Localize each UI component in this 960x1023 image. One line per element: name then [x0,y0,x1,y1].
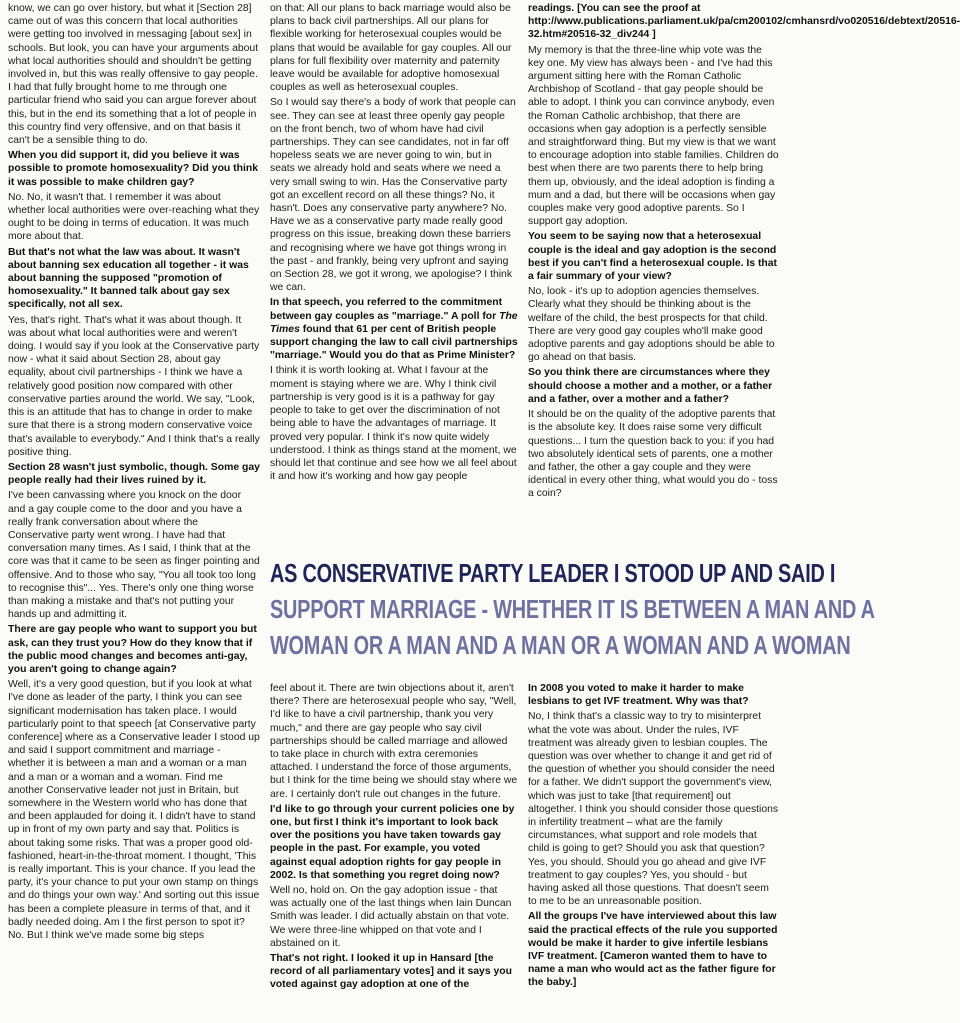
interview-question: I'd like to go through your current policies one by one, but first I think it's important to look back over the positions you have taken towards gay people in the past. For example, you voted against equal adoption rights for gay people in 2002. Is that something you regret doing now? [270,803,515,881]
interview-question: So you think there are circumstances where they should choose a mother and a mother, or a father and a father, over a mother and a father? [528,367,773,405]
interview-question: You seem to be saying now that a heterosexual couple is the ideal and gay adoption is the second best if you can't find a heterosexual couple. Is that a fair summary of your view? [528,231,778,283]
interview-answer: Well no, hold on. On the gay adoption issue - that was actually one of the last things when Iain Duncan Smith was leader. I did actually abstain on that vote. We were three-line whipped on that vote and I abstained on it. [270,885,512,949]
article-column-5 [528,682,780,1022]
article-column-4 [270,682,518,1022]
interview-answer: feel about it. There are twin objections about it, aren't there? There are heterosexual people who say, "Well, I'd like to have a civil partnership, thank you very much," and there are gay people who say civil partnerships should be called marriage and allowed to take place in church with extra ceremonies attached. I understand the force of those arguments, but I think for the time being we should stay where we are. I certainly don't rule out changes in the future. [270,683,518,800]
interview-answer: It should be on the quality of the adoptive parents that is the absolute key. It does raise some very difficult questions... I turn the question back to you: if you had two absolutely identical sets of parents, one a mother and father, the other a gay couple and they were identical in every other thing, what would you do - toss a coin? [528,409,778,500]
interview-question: All the groups I've have interviewed about this law said the practical effects of the rule you supported would be make it harder to give infertile lesbians IVF treatment. [Cameron wanted them to have to name a man who would act as the father figure for the baby.] [528,911,778,989]
interview-answer: I've been canvassing where you knock on the door and a gay couple come to the door and you have a really frank conversation about where the Conservative party went wrong. I have had that conversation many times. As I said, I think that at the core was that it came to be seen as finger pointing and offensive. And to those who say, "You all took too long to recognise this"... Yes. There's only one thing worse than making a mistake and that's not putting your hands up and admitting it. [8,490,260,621]
interview-answer: I think it is worth looking at. What I favour at the moment is staying where we are. Why I think civil partnership is very good is it is a pathway for gay people to take to get over the discrimination of not being able to have the advantages of marriage. It proved very popular. I think it's now quite widely understood. I think as things stand at the moment, we should let that continue and see how we all feel about it and how it's working and how gay people [270,365,517,483]
interview-answer: No, look - it's up to adoption agencies themselves. Clearly what they should be thinking about is the welfare of the child, the best prospects for that child. There are very good gay couples who'll make good adoptive parents and gay adoptions should be able to go ahead on that basis. [528,286,775,364]
interview-answer: So I would say there's a body of work that people can see. They can see at least three openly gay people on the front bench, two of whom have had civil partnerships. They can see candidates, not in far off hopeless seats we are never going to win, but in seats we already hold and seats where we need a very small swing to win. Has the Conservative party got an excellent record on all these things? No, it hasn't. Does any conservative party anywhere? No. Have we as a conservative party made really good progress on this issue, breaking down these barriers and recognising where we have got things wrong in the past - and frankly, being very upfront and saying on Section 28, we got it wrong, we apologise? I think we can. [270,97,516,294]
pull-quote-line-3: WOMAN OR A MAN AND A MAN OR A WOMAN AND A WOMAN [270,632,851,660]
pull-quote-line-2: SUPPORT MARRIAGE - WHETHER IT IS BETWEEN A MAN AND A [270,596,875,624]
pull-quote-line-1: AS CONSERVATIVE PARTY LEADER I STOOD UP AND SAID I [270,560,836,588]
interview-question: In 2008 you voted to make it harder to make lesbians to get IVF treatment. Why was that? [528,683,749,708]
article-column-2 [270,2,518,542]
article-column-3 [528,2,960,542]
interview-question: That's not right. I looked it up in Hansard [the record of all parliamentary votes] and it says you voted against gay adoption at one of the [270,953,512,991]
interview-answer: on that: All our plans to back marriage would also be plans to back civil partnerships. All our plans for flexible working for heterosexual couples would be plans that would be available for gay couples. All our plans for full flexibility over maternity and paternity leave would be available for adoptive homosexual couples as well as heterosexual couples. [270,3,512,94]
interview-answer: Yes, that's right. That's what it was about though. It was about what local authorities were and weren't doing. I would say if you look at the Conservative party now - what it said about Section 28, about gay equality, about civil partnerships - I think we have a relatively good position now compared with other conservative parties around the world. We say, "Look, this is an attitude that has to change in order to make sure that there is a strong modern conservative voice that's available to everybody." And I think that's a really positive thing. [8,314,260,458]
pull-quote [270,556,875,674]
interview-question: readings. [You can see the proof at http://www.publications.parliament.uk/pa/cm200102/cmhansrd/vo020516/debtext/20516-32.htm#20516-32_div244 ] [528,3,960,41]
interview-answer: Well, it's a very good question, but if you look at what I've done as leader of the party, I think you can see significant modernisation has taken place. I would particularly point to that speech [at Conservative party conference] where as a Conservative leader I stood up and said I support commitment and marriage - whether it is between a man and a woman or a man and a man or a woman and a woman. Find me another Conservative leader not just in Britain, but somewhere in the Western world who has done that and been applauded for doing it. I didn't have to stand up in front of my own party and say that. Politics is about taking some risks. That was a proper good old-fashioned, heart-in-the-throat moment. I thought, 'This is really important. This is your chance. If you lead the party, it's your chance to put your own stamp on things and do things your own way.' And sorting out this issue has been a complete pleasure in terms of that, and it badly needed doing. Am I the first person to spot it? No. But I think we've made some big steps [8,679,260,942]
article-column-1 [8,2,260,1021]
interview-question: When you did support it, did you believe it was possible to promote homosexuality? Did you think it was possible to make children gay? [8,150,258,188]
interview-answer: My memory is that the three-line whip vote was the key one. My view has always been - and I've had this argument sitting here with the Roman Catholic Archbishop of Scotland - that gay people should be able to adopt. I think you can convince anybody, even the Roman Catholic archbishop, that there are occasions when gay adoption is a perfectly sensible and straightforward thing. But my view is that we want to encourage adoption into stable families. Children do best when there are two parents there to help bring them up, obviously, and the ideal adoption is finding a mum and a dad, but there will be occasions when gay couples make very good adoptive parents. So I support gay adoption. [528,44,779,228]
interview-answer: No, I think that's a classic way to try to misinterpret what the vote was about. Under the rules, IVF treatment was already given to lesbian couples. The question was over whether to change it and get rid of the question of whether you should consider the need for a father. We didn't support the government's view, which was just to take [that requirement] out altogether. I think you should consider those questions in infertility treatment – what are the family circumstances, what support and role models that child is going to get? Should you ask that question? Yes, you should. Should you go ahead and give IVF treatment to gay couples? Yes, you should - but having asked all those questions. That doesn't seem to me to be an unreasonable position. [528,711,779,908]
interview-question: There are gay people who want to support you but ask, can they trust you? How do they know that if the public mood changes and becomes anti-gay, you aren't going to change again? [8,624,257,675]
interview-answer: No. No, it wasn't that. I remember it was about whether local authorities were over-reaching what they ought to be doing in terms of education. It was much more about that. [8,191,260,243]
interview-question: In that speech, you referred to the commitment between gay couples as "marriage." A poll for The Times found that 61 per cent of British people support changing the law to call civil partnerships "marriage." Would you do that as Prime Minister? [270,297,518,362]
interview-question: Section 28 wasn't just symbolic, though. Some gay people really had their lives ruined by it. [8,461,260,487]
interview-answer: know, we can go over history, but what it [Section 28] came out of was this concern that local authorities were getting too involved in messaging [about sex] in schools. But look, you can have your arguments about what local authorities should and shouldn't be getting involved in, but this was really offensive to gay people. I had that fully brought home to me through one particular friend who said you can argue forever about this, but in the end its something that a lot of people in this country find very offensive, and on that basis it can't be a sensible thing to do. [8,3,259,147]
interview-question: But that's not what the law was about. It wasn't about banning sex education all together - it was about banning the supposed "promotion of homosexuality." It banned talk about gay sex specifically, not all sex. [8,246,249,311]
